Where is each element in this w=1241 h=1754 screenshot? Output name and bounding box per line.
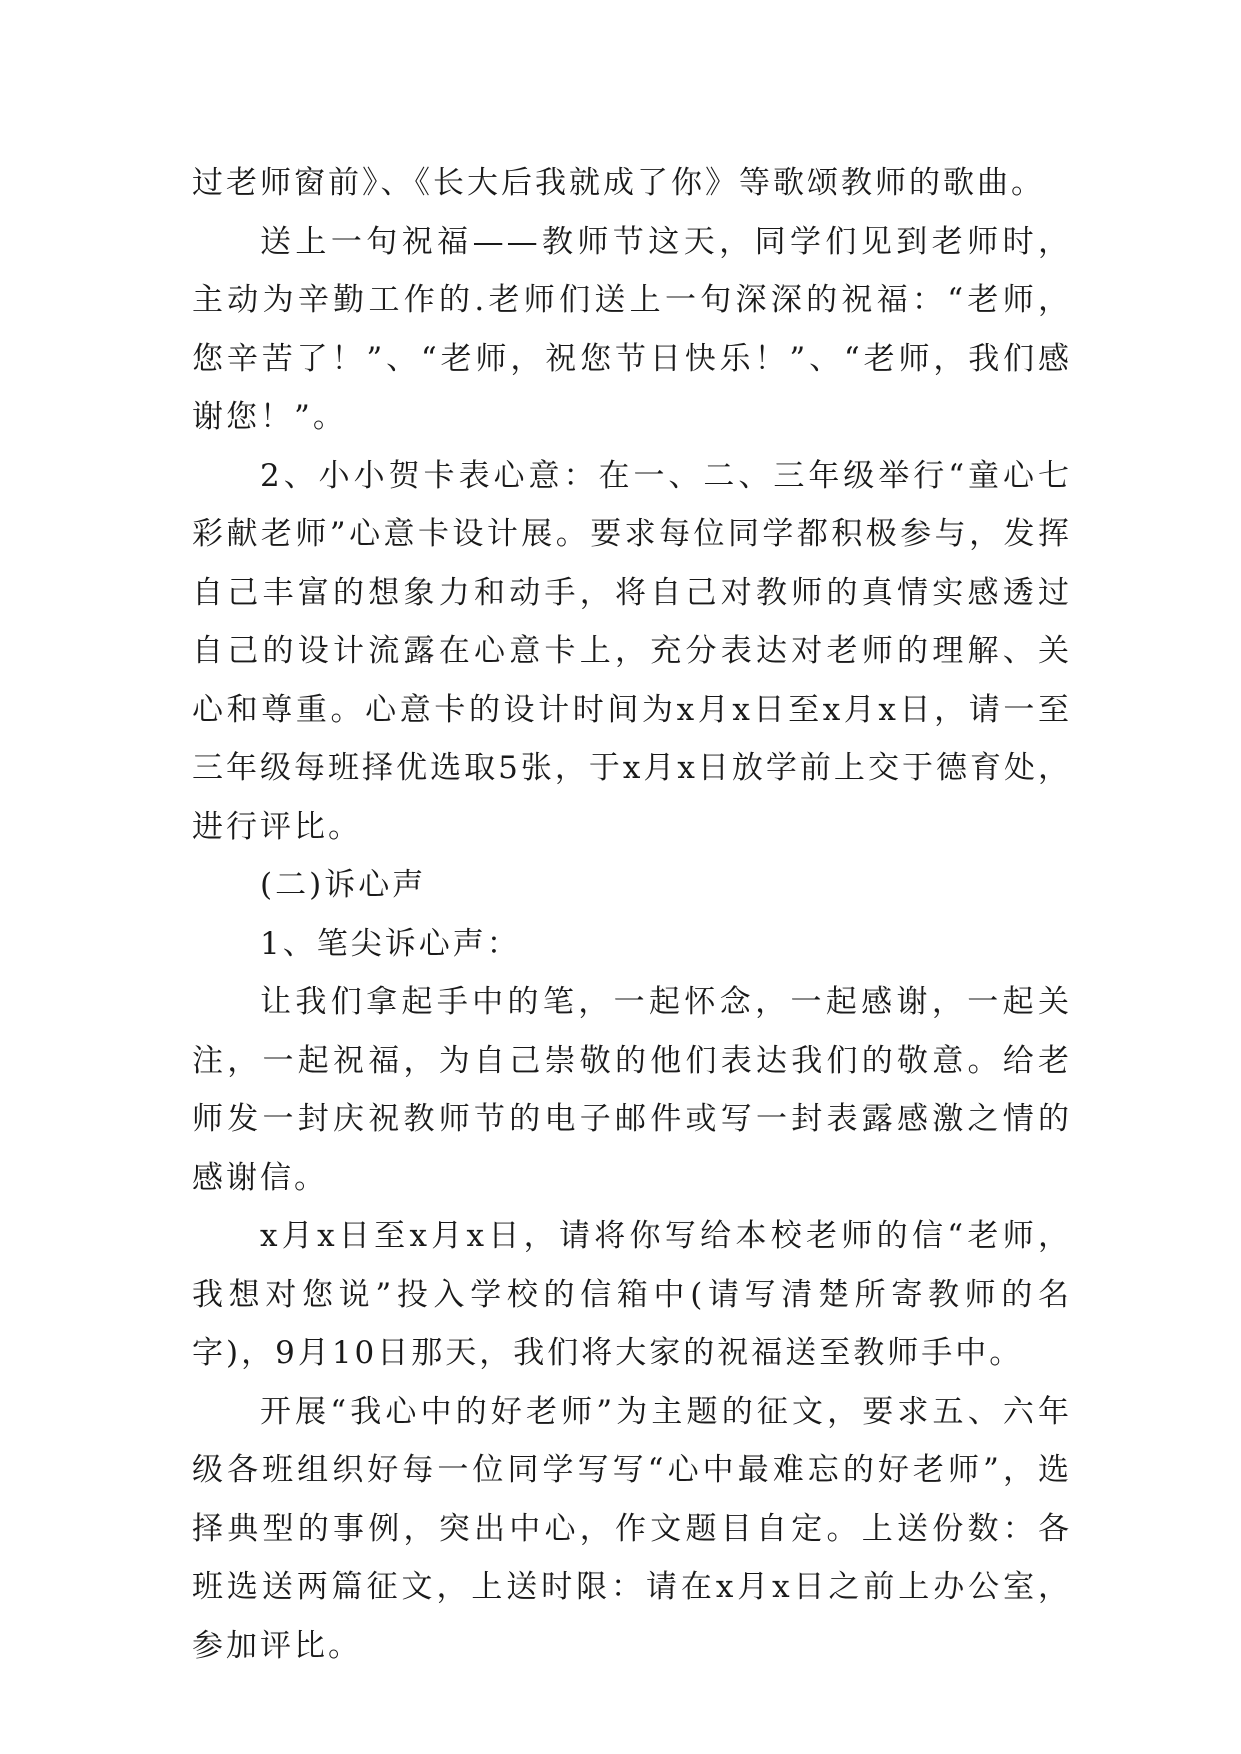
paragraph-greeting-card: 2、小小贺卡表心意：在一、二、三年级举行“童心七彩献老师”心意卡设计展。要求每位同学都积极参与，发挥自己丰富的想象力和动手，将自己对教师的真情实感透过自己的设计流露在心意卡上，充分表达对老师的理解、关心和尊重。心意卡的设计时间为x月x日至x月x日，请一至三年级每班择优选取5张，于x月x日放学前上交于德育处，进行评比。: [192, 457, 1072, 845]
section-heading-speak-heart: (二)诉心声: [260, 867, 427, 903]
paragraph-blessing: 送上一句祝福——教师节这天，同学们见到老师时，主动为辛勤工作的.老师们送上一句深深的祝福：“老师，您辛苦了！”、“老师，祝您节日快乐！”、“老师，我们感谢您！”。: [192, 223, 1072, 435]
paragraph-pen-letter: 让我们拿起手中的笔，一起怀念，一起感谢，一起关注，一起祝福，为自己崇敬的他们表达我们的敬意。给老师发一封庆祝教师节的电子邮件或写一封表露感激之情的感谢信。: [192, 984, 1072, 1196]
subsection-heading-pen: 1、笔尖诉心声：: [260, 925, 521, 962]
paragraph-essay: 开展“我心中的好老师”为主题的征文，要求五、六年级各班组织好每一位同学写写“心中最难忘的好老师”，选择典型的事例，突出中心，作文题目自定。上送份数：各班选送两篇征文，上送时限：请在x月x日之前上办公室，参加评比。: [192, 1393, 1072, 1664]
document-page: [192, 154, 1072, 1675]
paragraph-letter-box: x月x日至x月x日，请将你写给本校老师的信“老师，我想对您说”投入学校的信箱中(请写清楚所寄教师的名字)，9月10日那天，我们将大家的祝福送至教师手中。: [192, 1218, 1072, 1371]
paragraph-continuation: 过老师窗前》、《长大后我就成了你》等歌颂教师的歌曲。: [192, 165, 1045, 201]
